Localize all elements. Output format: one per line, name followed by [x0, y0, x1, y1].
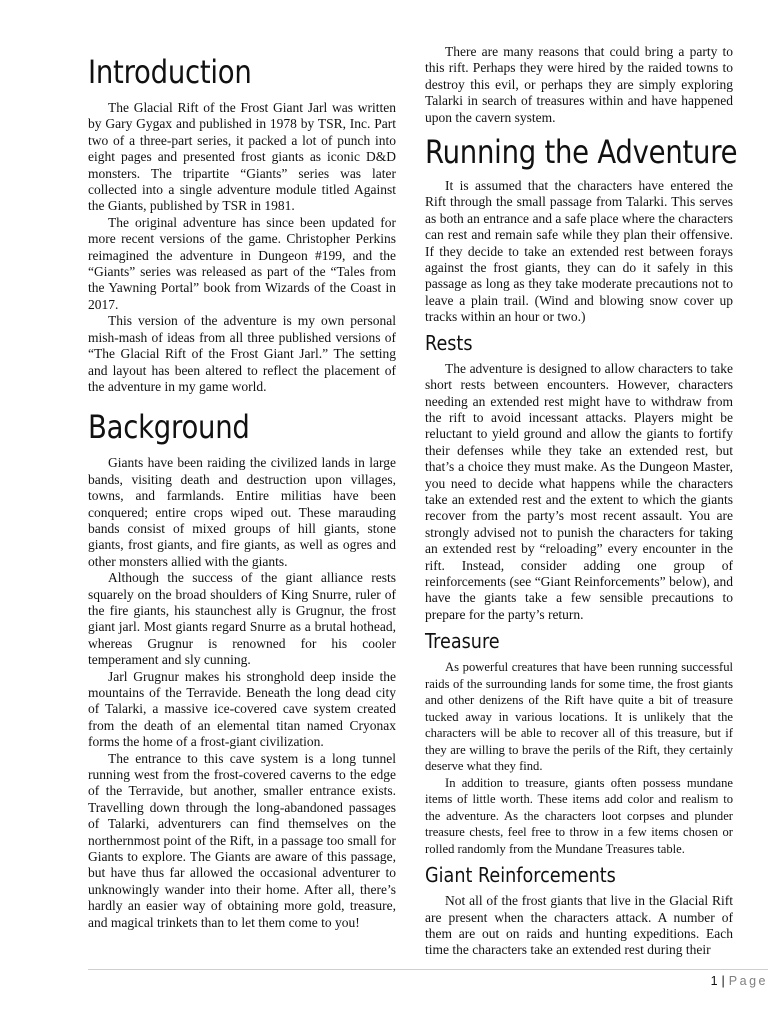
paragraph: This version of the adventure is my own personal mish-mash of ideas from all three published versions of “The Glacial Rift of the Frost Giant Jarl.” The setting and layout has been altered to reflect the placement of the adventure in my game world.: [88, 313, 396, 394]
paragraph: Giants have been raiding the civilized lands in large bands, visiting death and destruction upon villages, towns, and farmlands. Entire militias have been conquered; entire crops wiped out. These marauding bands consist of mixed groups of hill giants, stone giants, frost giants, and fire giants, as well as ogres and other monsters allied with the giants.: [88, 455, 396, 569]
page-number: 1: [710, 974, 718, 988]
introduction-body: [88, 100, 396, 395]
paragraph: In addition to treasure, giants often possess mundane items of little worth. These items add color and realism to the adventure. As the characters loot corpses and plunder treasure chests, feel free to throw in a few items chosen or rolled randomly from the Mundane Treasures table.: [425, 775, 733, 856]
rests-body: [425, 361, 733, 624]
footer-divider: [88, 969, 768, 970]
paragraph: The original adventure has since been updated for more recent versions of the game. Christopher Perkins reimagined the adventure in Dungeon #199, and the “Giants” series was released as part of the “Tales from the Yawning Portal” book from Wizards of the Coast in 2017.: [88, 214, 396, 312]
background-heading: Background: [88, 408, 250, 447]
background-body: [88, 455, 396, 931]
page-label: Page: [728, 974, 768, 988]
paragraph: Not all of the frost giants that live in the Glacial Rift are present when the characters attack. A number of them are out on raids and hunting expeditions. Each time the characters take an extended rest during their: [425, 893, 733, 958]
paragraph: Jarl Grugnur makes his stronghold deep inside the mountains of the Terravide. Beneath the long dead city of Talarki, a massive ice-covered cave system created from the death of an elemental titan named Cryonax forms the home of a frost-giant civilization.: [88, 668, 396, 750]
paragraph: The Glacial Rift of the Frost Giant Jarl was written by Gary Gygax and published in 1978 by TSR, Inc. Part two of a three-part series, it packed a lot of punch into eight pages and presented frost giants as iconic D&D monsters. The tripartite “Giants” series was later collected into a single adventure module titled Against the Giants, published by TSR in 1981.: [88, 100, 396, 214]
paragraph: It is assumed that the characters have entered the Rift through the small passage from Talarki. This serves as both an entrance and a safe place where the characters can rest and remain safe while they plan their offensive. If they decide to take an extended rest between forays against the frost giants, they can do it safely in this passage as long as they take moderate precautions not to leave a plain trail. (Wind and blowing snow cover up tracks within an hour or two.): [425, 178, 733, 325]
paragraph: Although the success of the giant alliance rests squarely on the broad shoulders of King Snurre, ruler of the fire giants, his staunchest ally is Grugnur, the frost giant jarl. Most giants regard Snurre as a brutal hothead, whereas Grugnur is renowned for his cooler temperament and sly cunning.: [88, 570, 396, 668]
giant-reinforcements-heading: Giant Reinforcements: [425, 863, 616, 888]
page-footer: [568, 974, 768, 988]
treasure-heading: Treasure: [425, 629, 500, 654]
giant-reinforcements-body: [425, 893, 733, 959]
rests-heading: Rests: [425, 330, 473, 355]
running-adventure-heading: Running the Adventure: [425, 133, 738, 172]
treasure-body: [425, 659, 733, 857]
paragraph: The adventure is designed to allow characters to take short rests between encounters. However, characters needing an extended rest might have to withdraw from the rift to avoid incessant attacks. Players might be reluctant to yield ground and allow the giants to fortify their defenses while they take an extended rest, but that’s a choice they must make. As the Dungeon Master, you need to decide what happens while the characters take an extended rest and the extent to which the giants recover from the party’s most recent assault. You are strongly advised not to punish the characters for taking an extended rest by “reloading” every encounter in the rift. Instead, consider adding one group of reinforcements (see “Giant Reinforcements” below), and have the giants take a few sensible precautions to prepare for the party’s return.: [425, 360, 733, 622]
introduction-heading: Introduction: [88, 53, 252, 91]
paragraph: The entrance to this cave system is a long tunnel running west from the frost-covered caverns to the edge of the Terravide, but another, smaller entrance exists. Travelling down through the long-abandoned passages of Talarki, adventurers can find themselves on the northernmost point of the Rift, in a passage too small for Giants to explore. The Giants are aware of this passage, but have thus far allowed the occasional adventurer to unknowingly wander into their home. After all, there’s hardly an easier way of obtaining more gold, treasure, and magical trinkets than to let them come to you!: [88, 750, 396, 930]
footer-separator: |: [721, 974, 725, 988]
paragraph: There are many reasons that could bring a party to this rift. Perhaps they were hired by the raided towns to destroy this evil, or perhaps they are simply exploring Talarki in search of treasures within and have happened upon the cavern system.: [425, 44, 733, 125]
right-column: [425, 44, 738, 959]
opening-body: [425, 44, 733, 126]
left-column: [88, 44, 396, 931]
paragraph: As powerful creatures that have been running successful raids of the surrounding lands for some time, the frost giants and other denizens of the Rift have quite a bit of treasure tucked away in various locations. It is unlikely that the characters will be able to recover all of this treasure, but if they are willing to brave the perils of the Rift, they certainly deserve what they find.: [425, 660, 733, 774]
running-adventure-body: [425, 178, 733, 326]
